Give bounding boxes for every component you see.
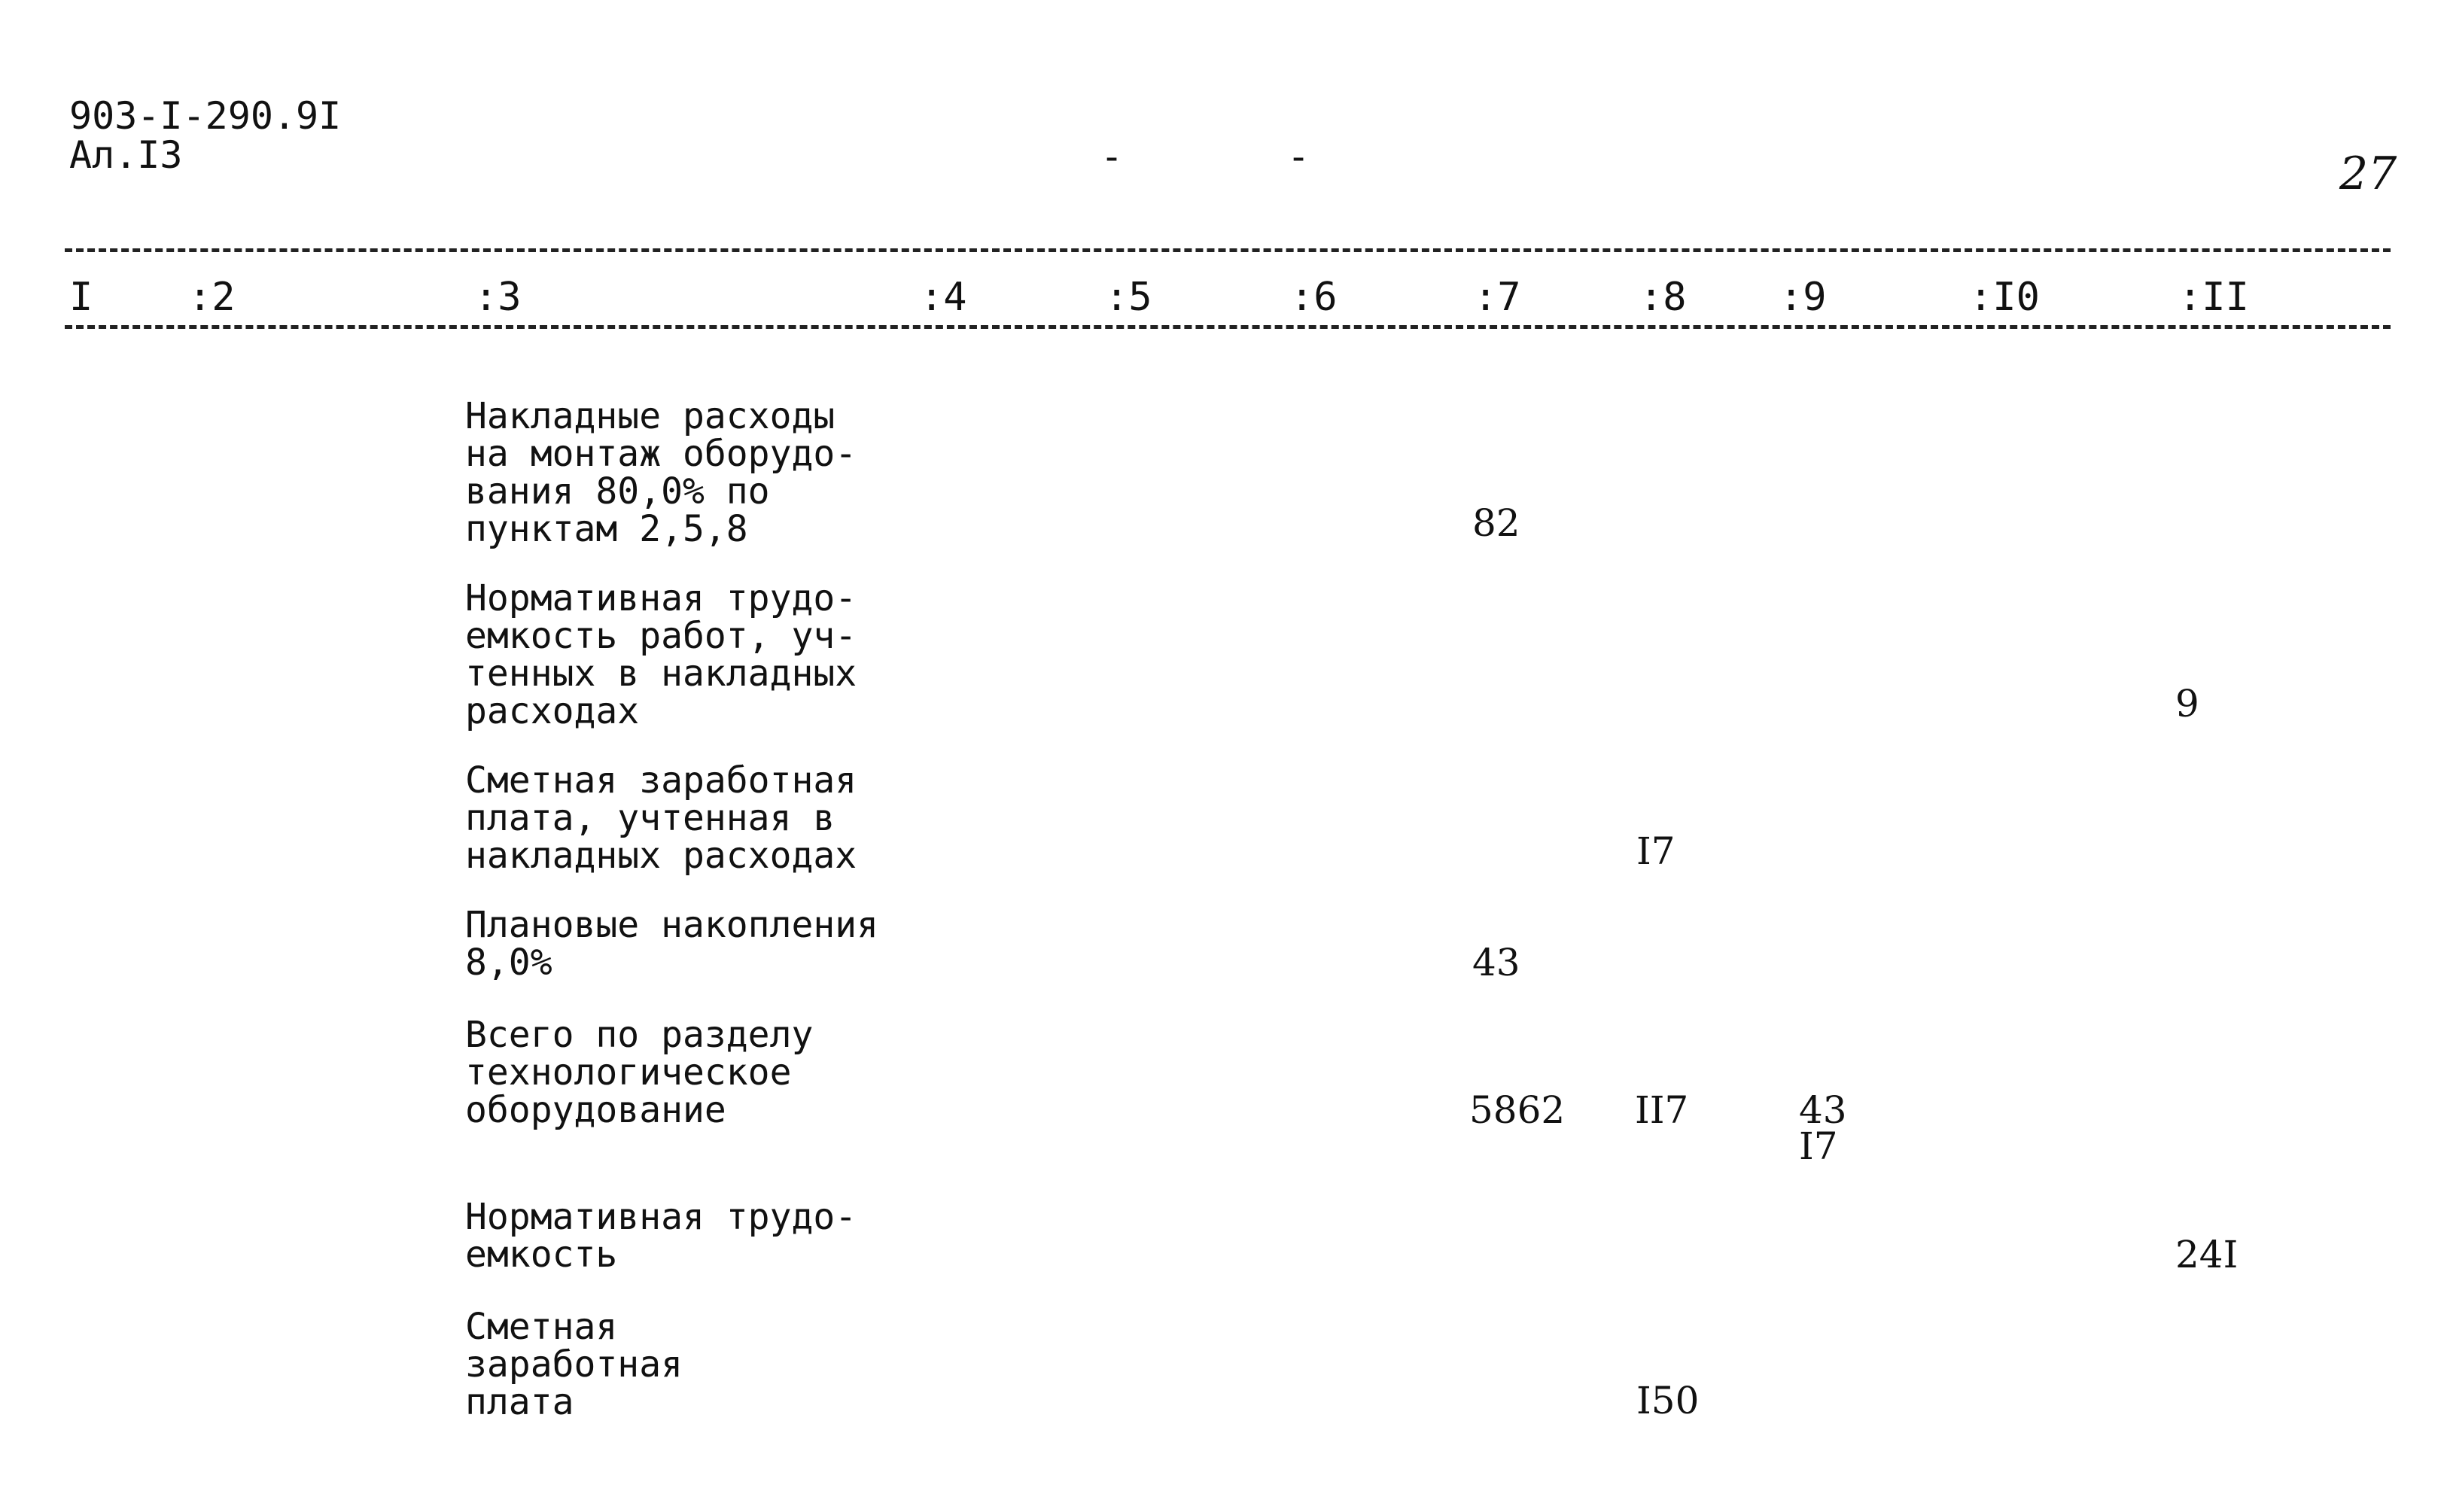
header-dash: -: [1100, 135, 1124, 178]
column-header: :9: [1779, 275, 1827, 320]
column-header: :II: [2178, 275, 2249, 320]
cell-value: I7: [1636, 829, 1675, 873]
column-header: :2: [188, 275, 236, 320]
sheet-label: Ал.I3: [69, 133, 183, 177]
table-top-rule: [65, 248, 2391, 252]
cell-value: II7: [1635, 1088, 1689, 1132]
column-header: :4: [920, 275, 967, 320]
cell-value: 43: [1472, 941, 1520, 984]
row-description: Плановые накопления 8,0%: [465, 904, 879, 984]
document-code: [69, 96, 341, 175]
row-description: Нормативная трудо- емкость работ, уч- тенных в накладных расходах: [465, 577, 857, 732]
column-header: :7: [1474, 275, 1521, 320]
cell-value: 9: [2175, 682, 2199, 726]
cell-value: 82: [1472, 501, 1520, 545]
cell-value: 24I: [2175, 1233, 2239, 1276]
column-header: :5: [1105, 275, 1152, 320]
column-header: :3: [474, 275, 522, 320]
row-description: Сметная заработная плата: [465, 1306, 683, 1423]
row-description: Нормативная трудо- емкость: [465, 1196, 857, 1276]
header-dash: -: [1287, 135, 1310, 178]
column-header: :6: [1290, 275, 1338, 320]
row-description: Накладные расходы на монтаж оборудо- вания 80,0% по пунктам 2,5,8: [465, 395, 857, 550]
cell-value: I7: [1799, 1124, 1838, 1168]
table-header-rule: [65, 325, 2391, 329]
doc-code: 903-I-290.9I: [69, 94, 342, 138]
cell-value: 43: [1799, 1088, 1847, 1132]
page-number: 27: [2339, 148, 2397, 200]
column-header: :I0: [1969, 275, 2040, 320]
cell-value: 5862: [1469, 1088, 1566, 1132]
column-header: I: [69, 275, 93, 320]
row-description: Всего по разделу технологическое оборудование: [465, 1014, 814, 1131]
cell-value: I50: [1636, 1379, 1700, 1422]
row-description: Сметная заработная плата, учтенная в накладных расходах: [465, 759, 857, 877]
column-header: :8: [1639, 275, 1687, 320]
